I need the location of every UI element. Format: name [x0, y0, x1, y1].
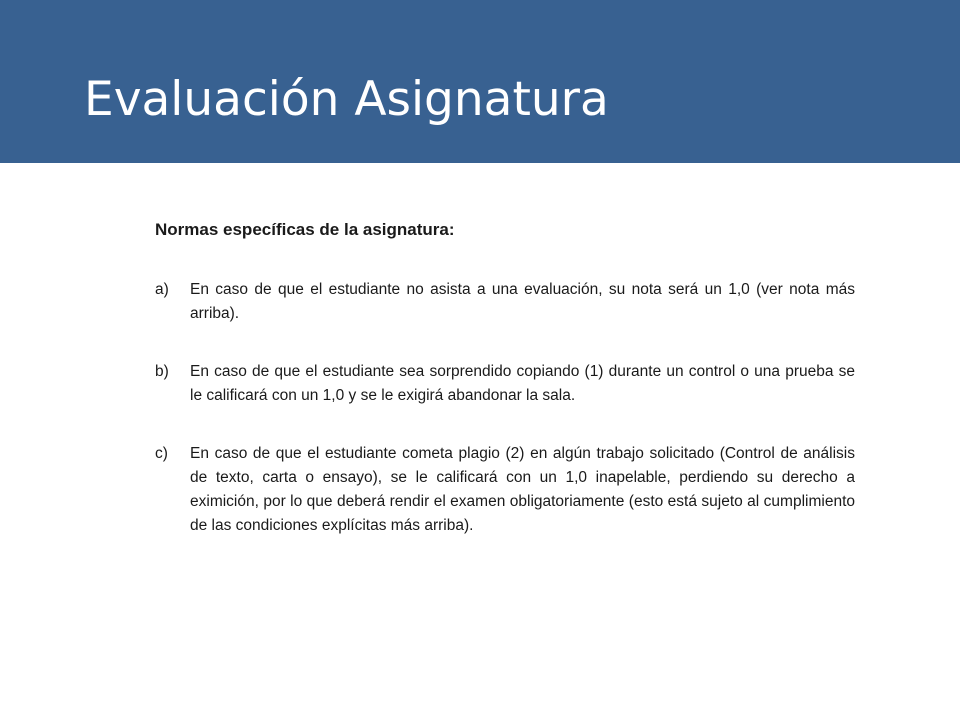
rule-text: En caso de que el estudiante cometa plagio (2) en algún trabajo solicitado (Control de análisis de texto, carta o ensayo), se le calificará con un 1,0 inapelable, perdiendo su derecho a eximición, por lo que deberá rendir el examen obligatoriamente (esto está sujeto al cumplimiento de las condiciones explícitas más arriba). [190, 445, 855, 534]
title-banner [0, 0, 960, 163]
rule-marker: a) [155, 281, 169, 298]
rule-marker: c) [155, 445, 168, 462]
rule-item-c [155, 442, 855, 538]
rule-item-b [155, 360, 855, 408]
rules-list [155, 278, 855, 538]
rule-marker: b) [155, 363, 169, 380]
slide-body [155, 218, 855, 572]
slide-title: Evaluación Asignatura [84, 72, 609, 127]
rule-text: En caso de que el estudiante no asista a una evaluación, su nota será un 1,0 (ver nota más arriba). [190, 281, 855, 322]
rule-text: En caso de que el estudiante sea sorprendido copiando (1) durante un control o una prueba se le calificará con un 1,0 y se le exigirá abandonar la sala. [190, 363, 855, 404]
rule-item-a [155, 278, 855, 326]
section-heading: Normas específicas de la asignatura: [155, 220, 455, 239]
